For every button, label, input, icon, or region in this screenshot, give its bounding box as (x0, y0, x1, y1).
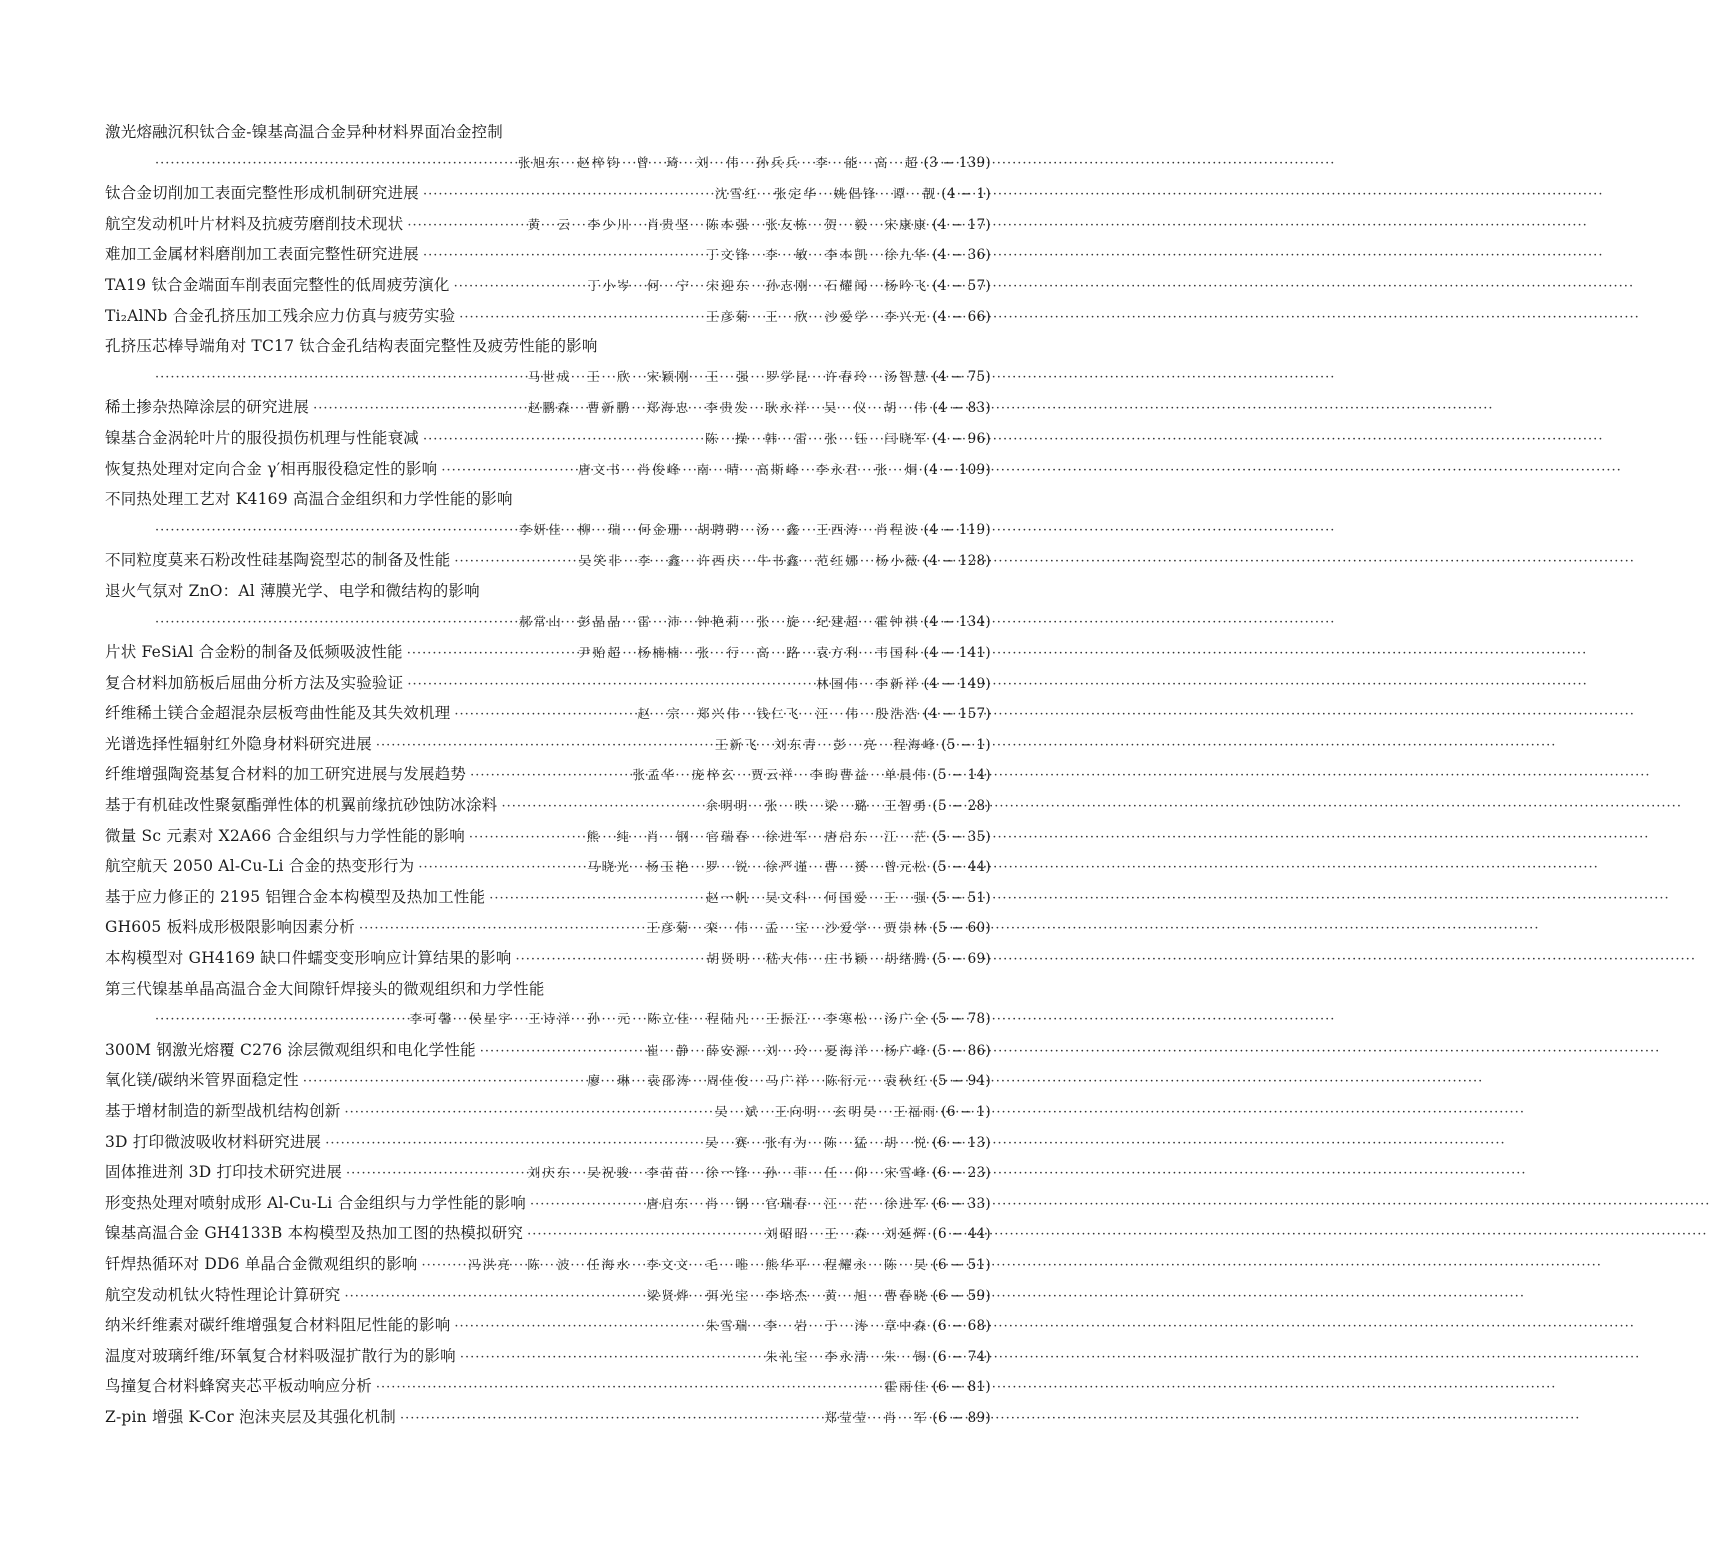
article-authors: 梁贤烨 弭光宝 李培杰 黄 旭 曹春晓 (646, 1287, 929, 1303)
issue-page-ref: (6 − 33) (932, 1195, 991, 1212)
toc-entry[interactable] (105, 668, 991, 699)
dot-leader (454, 700, 634, 731)
toc-entry-author-line (105, 515, 991, 546)
issue-page-ref: (4 − 141) (923, 645, 991, 662)
toc-entry-line (105, 1402, 991, 1433)
article-authors: 朱礼宝 李永清 朱 锡 (765, 1348, 929, 1364)
article-authors: 张孟华 庞梓玄 贾云祥 李昀曹益 单晨伟 (632, 767, 929, 783)
dot-leader (454, 547, 575, 578)
issue-page-ref: (3 − 139) (923, 154, 991, 171)
toc-entry-line (105, 423, 991, 454)
dot-leader (480, 1037, 643, 1068)
toc-entry[interactable] (105, 1218, 991, 1249)
issue-page-ref: (5 − 28) (932, 798, 991, 815)
article-title[interactable]: 纳米纤维素对碳纤维增强复合材料阻尼性能的影响 (105, 1316, 451, 1335)
article-title[interactable]: 300M 钢激光熔覆 C276 涂层微观组织和电化学性能 (105, 1040, 476, 1059)
article-title[interactable]: 基于增材制造的新型战机结构创新 (105, 1102, 341, 1120)
dot-leader (423, 241, 703, 272)
toc-entry-title-line (105, 974, 991, 1005)
toc-entry-line (105, 1157, 991, 1188)
dot-leader (155, 608, 516, 639)
toc-entry-title-line (105, 117, 991, 148)
toc-entry-line (105, 454, 991, 485)
toc-entry[interactable] (105, 1035, 991, 1066)
toc-entry[interactable] (105, 882, 991, 913)
toc-entry-title-line (105, 576, 991, 607)
dot-leader (423, 180, 712, 211)
toc-entry[interactable] (105, 1188, 991, 1219)
issue-page-ref: (6 − 74) (932, 1348, 991, 1365)
issue-page-ref: (4 − 96) (932, 430, 991, 447)
dot-leader (325, 1129, 702, 1160)
dot-leader (418, 853, 584, 884)
article-title[interactable]: 3D 打印微波吸收材料研究进展 (105, 1132, 322, 1151)
article-title[interactable]: 钛合金切削加工表面完整性形成机制研究进展 (105, 184, 420, 203)
issue-page-ref: (5 − 51) (932, 889, 991, 906)
toc-entry[interactable] (105, 729, 991, 760)
article-title[interactable]: 微量 Sc 元素对 X2A66 合金组织与力学性能的影响 (105, 826, 465, 845)
dot-leader (423, 425, 702, 456)
article-authors: 赵鹏森 曹新鹏 郑海忠 李贵发 耿永祥 吴 仪 胡 伟 (527, 400, 929, 416)
article-title[interactable]: 纤维稀土镁合金超混杂层板弯曲性能及其失效机理 (105, 704, 451, 723)
article-title[interactable]: TA19 钛合金端面车削表面完整性的低周疲劳演化 (105, 275, 450, 294)
article-authors: 冯洪亮 陈 波 任海水 李文文 毛 唯 熊华平 程耀永 陈 昊 (467, 1256, 929, 1272)
toc-entry-line (105, 882, 991, 913)
article-authors: 丁文锋 李 敏 李本凯 徐九华 (705, 247, 929, 263)
article-authors: 李妍佳 柳 瑞 何金珊 胡聘聘 汤 鑫 王西涛 肖程波 (518, 521, 920, 537)
issue-page-ref: (4 − 36) (932, 247, 991, 264)
toc-entry[interactable] (105, 943, 991, 974)
dot-leader (345, 1098, 712, 1129)
toc-entry-line (105, 270, 991, 301)
issue-page-ref: (6 − 44) (932, 1226, 991, 1243)
article-title[interactable]: 稀土掺杂热障涂层的研究进展 (105, 398, 310, 417)
article-authors: 余明明 张 昳 梁 璐 王智勇 (705, 798, 929, 814)
article-title[interactable]: 激光熔融沉积钛合金-镍基高温合金异种材料界面冶金控制 (105, 123, 503, 141)
toc-entry-line (105, 1188, 991, 1219)
dot-leader (155, 516, 516, 547)
article-authors: 赵一帆 吴文科 何国爱 王 强 (705, 889, 929, 905)
dot-leader (346, 1159, 525, 1190)
toc-entry-line (105, 1096, 991, 1127)
article-authors: 郑莹莹 肖 军 (824, 1409, 929, 1425)
dot-leader (469, 823, 584, 854)
issue-page-ref: (5 − 44) (932, 859, 991, 876)
toc-entry[interactable] (105, 484, 991, 545)
article-title[interactable]: GH605 板料成形极限影响因素分析 (105, 918, 356, 937)
article-authors: 吴 赛 张有为 陈 猛 胡 悦 (705, 1134, 929, 1150)
toc-entry-line (105, 729, 991, 760)
toc-entry[interactable] (105, 423, 991, 454)
article-authors: 刘昭昭 王 森 刘延辉 (765, 1226, 929, 1242)
toc-entry-line (105, 1341, 991, 1372)
issue-page-ref: (5 − 94) (932, 1073, 991, 1090)
issue-page-ref: (4 − 119) (923, 521, 991, 538)
issue-page-ref: (5 − 78) (932, 1011, 991, 1028)
dot-leader (155, 149, 515, 180)
dot-leader (376, 731, 712, 762)
article-title[interactable]: 纤维增强陶瓷基复合材料的加工研究进展与发展趋势 (105, 765, 467, 784)
toc-entry[interactable] (105, 270, 991, 301)
dot-leader (345, 1282, 644, 1313)
article-title[interactable]: Z-pin 增强 K-Cor 泡沫夹层及其强化机制 (105, 1407, 396, 1426)
toc-entry-line (105, 912, 991, 943)
dot-leader (470, 761, 629, 792)
toc-entry[interactable] (105, 821, 991, 852)
toc-entry-line (105, 1371, 991, 1402)
toc-entry[interactable] (105, 331, 991, 392)
dot-leader (407, 211, 524, 242)
dot-leader (155, 1005, 407, 1036)
toc-entry-line (105, 1035, 991, 1066)
toc-entry-line (105, 392, 991, 423)
dot-leader (400, 1404, 822, 1435)
issue-page-ref: (4 − 83) (932, 400, 991, 417)
issue-page-ref: (4 − 157) (923, 706, 991, 723)
toc-entry[interactable] (105, 1371, 991, 1402)
toc-entry[interactable] (105, 392, 991, 423)
issue-page-ref: (6 − 51) (932, 1256, 991, 1273)
table-of-contents (105, 117, 991, 1433)
toc-entry[interactable] (105, 974, 991, 1035)
article-title[interactable]: 航空航天 2050 Al-Cu-Li 合金的热变形行为 (105, 857, 415, 876)
toc-entry-line (105, 637, 991, 668)
article-title[interactable]: 鸟撞复合材料蜂窝夹芯平板动响应分析 (105, 1377, 372, 1396)
toc-entry-line (105, 1280, 991, 1311)
issue-page-ref: (5 − 14) (932, 767, 991, 784)
article-authors: 王彦菊 王 欣 沙爱学 李兴无 (705, 308, 929, 324)
article-title[interactable]: 孔挤压芯棒导端角对 TC17 钛合金孔结构表面完整性及疲劳性能的影响 (105, 337, 598, 356)
dot-leader (489, 884, 703, 915)
toc-entry-line (105, 698, 991, 729)
issue-page-ref: (6 − 68) (932, 1318, 991, 1335)
article-authors: 吴 斌 王向明 玄明昊 王福雨 (714, 1104, 938, 1119)
dot-leader (454, 272, 585, 303)
article-title[interactable]: 温度对玻璃纤维/环氧复合材料吸湿扩散行为的影响 (105, 1346, 456, 1365)
issue-page-ref: (6 − 13) (932, 1134, 991, 1151)
issue-page-ref: (4 − 149) (923, 675, 991, 692)
article-authors: 霍雨佳 (884, 1379, 929, 1395)
toc-entry-line (105, 821, 991, 852)
dot-leader (454, 1312, 702, 1343)
article-title[interactable]: 不同热处理工艺对 K4169 高温合金组织和力学性能的影响 (105, 490, 513, 509)
toc-entry-line (105, 668, 991, 699)
issue-page-ref: (4 − 109) (923, 461, 991, 478)
dot-leader (502, 792, 703, 823)
article-authors: 唐文书 肖俊峰 南 晴 高斯峰 李永君 张 炯 (578, 461, 920, 477)
toc-entry-line (105, 1065, 991, 1096)
issue-page-ref: (5 − 69) (932, 951, 991, 968)
article-title[interactable]: 镍基合金涡轮叶片的服役损伤机理与性能衰减 (105, 428, 420, 447)
issue-page-ref: (6 − 23) (932, 1165, 991, 1182)
article-title[interactable]: 本构模型对 GH4169 缺口件蠕变变形响应计算结果的影响 (105, 949, 512, 968)
dot-leader (460, 1343, 762, 1374)
article-authors: 陈 操 韩 雷 张 钰 闫晓军 (705, 430, 929, 446)
toc-entry-line (105, 759, 991, 790)
article-authors: 唐启东 肖 钢 官瑞春 江 茫 徐进军 (646, 1195, 929, 1211)
article-title[interactable]: 形变热处理对喷射成形 Al-Cu-Li 合金组织与力学性能的影响 (105, 1193, 526, 1212)
toc-entry[interactable] (105, 178, 991, 209)
toc-entry-author-line (105, 362, 991, 393)
toc-entry-line (105, 239, 991, 270)
toc-entry-author-line (105, 607, 991, 638)
toc-entry[interactable] (105, 790, 991, 821)
toc-entry-line (105, 1218, 991, 1249)
article-title[interactable]: 复合材料加筋板后屈曲分析方法及实验验证 (105, 673, 404, 692)
article-authors: 马晓光 杨玉艳 罗 锐 徐严谨 曹 赟 曾元松 (586, 859, 929, 875)
toc-entry[interactable] (105, 698, 991, 729)
toc-entry[interactable] (105, 759, 991, 790)
article-authors: 沈雪红 张定华 姚倡锋 谭 靓 (714, 186, 938, 202)
issue-page-ref: (5 − 35) (932, 828, 991, 845)
article-authors: 林国伟 李新祥 (816, 675, 920, 691)
article-title[interactable]: 基于应力修正的 2195 铝锂合金本构模型及热加工性能 (105, 887, 486, 906)
toc-entry[interactable] (105, 1310, 991, 1341)
toc-entry[interactable] (105, 1157, 991, 1188)
dot-leader (407, 670, 813, 701)
issue-page-ref: (4 − 134) (923, 613, 991, 630)
issue-page-ref: (6 − 81) (932, 1379, 991, 1396)
toc-entry[interactable] (105, 1280, 991, 1311)
toc-entry[interactable] (105, 209, 991, 240)
article-authors: 黄 云 李少川 肖贵坚 陈本强 张友栋 贺 毅 宋康康 (527, 216, 929, 232)
toc-entry-line (105, 1310, 991, 1341)
issue-page-ref: (6 − 89) (932, 1409, 991, 1426)
toc-entry-line (105, 178, 991, 209)
issue-page-ref: (4 − 128) (923, 553, 991, 570)
toc-entry-author-line (105, 1004, 991, 1035)
dot-leader (303, 1067, 585, 1098)
article-title[interactable]: 氧化镁/碳纳米管界面稳定性 (105, 1071, 299, 1090)
toc-entry-line (105, 1127, 991, 1158)
article-authors: 赵 宗 郑兴伟 钱仁飞 汪 伟 殷浩浩 (637, 706, 920, 722)
dot-leader (359, 914, 643, 945)
dot-leader (459, 303, 703, 334)
article-authors: 尹贻超 杨楠楠 张 行 高 路 袁方利 韦国科 (578, 645, 920, 661)
article-authors: 王彦菊 栾 伟 孟 宝 沙爱学 贾崇林 (646, 920, 929, 936)
toc-entry-line (105, 943, 991, 974)
issue-page-ref: (4 − 66) (932, 308, 991, 325)
article-authors: 张旭东 赵梓钧 曾 琦 刘 伟 孙兵兵 李 能 高 超 (517, 154, 920, 170)
toc-entry[interactable] (105, 1096, 991, 1127)
issue-page-ref: (5 − 1) (941, 736, 991, 753)
article-title[interactable]: Ti₂AlNb 合金孔挤压加工残余应力仿真与疲劳实验 (105, 306, 456, 325)
article-title[interactable]: 第三代镍基单晶高温合金大间隙钎焊接头的微观组织和力学性能 (105, 979, 545, 998)
toc-entry[interactable] (105, 637, 991, 668)
toc-entry[interactable] (105, 1402, 991, 1433)
dot-leader (421, 1251, 464, 1282)
article-authors: 马世成 王 欣 宋颖刚 王 强 罗学昆 许春玲 汤智慧 (527, 368, 929, 384)
dot-leader (155, 363, 525, 394)
toc-entry-title-line (105, 484, 991, 515)
toc-entry[interactable] (105, 454, 991, 485)
toc-entry-line (105, 209, 991, 240)
toc-entry-title-line (105, 331, 991, 362)
article-authors: 郝常山 彭晶晶 雷 沛 钟艳莉 张 旋 纪建超 霍钟祺 (518, 613, 920, 629)
issue-page-ref: (6 − 59) (932, 1287, 991, 1304)
issue-page-ref: (5 − 60) (932, 920, 991, 937)
toc-entry[interactable] (105, 912, 991, 943)
issue-page-ref: (4 − 1) (941, 186, 991, 203)
article-title[interactable]: 固体推进剂 3D 打印技术研究进展 (105, 1163, 343, 1182)
toc-entry[interactable] (105, 576, 991, 637)
article-title[interactable]: 光谱选择性辐射红外隐身材料研究进展 (105, 734, 372, 753)
toc-entry[interactable] (105, 545, 991, 576)
article-title[interactable]: 基于有机硅改性聚氨酯弹性体的机翼前缘抗砂蚀防冰涂料 (105, 796, 498, 815)
article-authors: 李可馨 侯星宇 王诗洋 孙 元 陈立佳 程陆凡 王振江 李寒松 汤广全 (409, 1011, 929, 1027)
toc-entry-line (105, 1249, 991, 1280)
article-authors: 丁小岑 何 宁 宋迎东 孙志刚 石耀闻 杨吟飞 (587, 277, 929, 293)
dot-leader (527, 1220, 762, 1251)
toc-entry-line (105, 301, 991, 332)
toc-entry-line (105, 851, 991, 882)
article-authors: 王新飞 刘东青 彭 亮 程海峰 (714, 736, 938, 752)
dot-leader (376, 1373, 881, 1404)
article-title[interactable]: 航空发动机叶片材料及抗疲劳磨削技术现状 (105, 214, 404, 233)
article-title[interactable]: 钎焊热循环对 DD6 单晶合金微观组织的影响 (105, 1254, 418, 1273)
issue-page-ref: (4 − 17) (932, 216, 991, 233)
article-title[interactable]: 航空发动机钛火特性理论计算研究 (105, 1285, 341, 1304)
issue-page-ref: (4 − 57) (932, 277, 991, 294)
dot-leader (407, 639, 575, 670)
issue-page-ref: (5 − 86) (932, 1042, 991, 1059)
dot-leader (530, 1190, 643, 1221)
toc-entry[interactable] (105, 1127, 991, 1158)
article-authors: 吴笑非 李 鑫 许西庆 牛书鑫 范红娜 杨小薇 (578, 553, 920, 569)
toc-entry-line (105, 545, 991, 576)
article-title[interactable]: 恢复热处理对定向合金 γ′相再服役稳定性的影响 (105, 459, 438, 478)
article-authors: 胡贤明 嵇大伟 庄书颖 胡绪腾 (706, 951, 929, 967)
issue-page-ref: (6 − 1) (941, 1104, 991, 1120)
article-authors: 朱雪瑞 李 岩 于 涛 章中森 (705, 1318, 929, 1334)
article-title[interactable]: 镍基高温合金 GH4133B 本构模型及热加工图的热模拟研究 (105, 1224, 524, 1243)
toc-entry-line (105, 790, 991, 821)
article-title[interactable]: 不同粒度莫来石粉改性硅基陶瓷型芯的制备及性能 (105, 551, 451, 570)
article-title[interactable]: 片状 FeSiAl 合金粉的制备及低频吸波性能 (105, 643, 403, 662)
dot-leader (441, 456, 575, 487)
toc-entry-author-line (105, 148, 991, 179)
toc-entry[interactable] (105, 1341, 991, 1372)
toc-entry[interactable] (105, 117, 991, 178)
toc-entry[interactable] (105, 1065, 991, 1096)
article-title[interactable]: 难加工金属材料磨削加工表面完整性研究进展 (105, 245, 420, 264)
issue-page-ref: (4 − 75) (932, 368, 991, 385)
toc-entry[interactable] (105, 301, 991, 332)
toc-entry[interactable] (105, 1249, 991, 1280)
dot-leader (516, 945, 704, 976)
toc-entry[interactable] (105, 851, 991, 882)
toc-entry[interactable] (105, 239, 991, 270)
article-authors: 刘庆东 吴祝骏 李苗苗 徐一锋 孙 菲 任 仰 宋雪峰 (527, 1165, 929, 1181)
article-title[interactable]: 退火气氛对 ZnO：Al 薄膜光学、电学和微结构的影响 (105, 581, 480, 600)
article-authors: 崔 静 薛安源 刘 玲 夏海洋 杨广峰 (646, 1042, 929, 1058)
dot-leader (313, 394, 525, 425)
article-authors: 熊 纯 肖 钢 官瑞春 徐进军 唐启东 江 茫 (586, 828, 929, 844)
article-authors: 廖 琳 袁邵涛 周佳俊 马广祥 陈衍元 袁秋红 (587, 1073, 929, 1089)
